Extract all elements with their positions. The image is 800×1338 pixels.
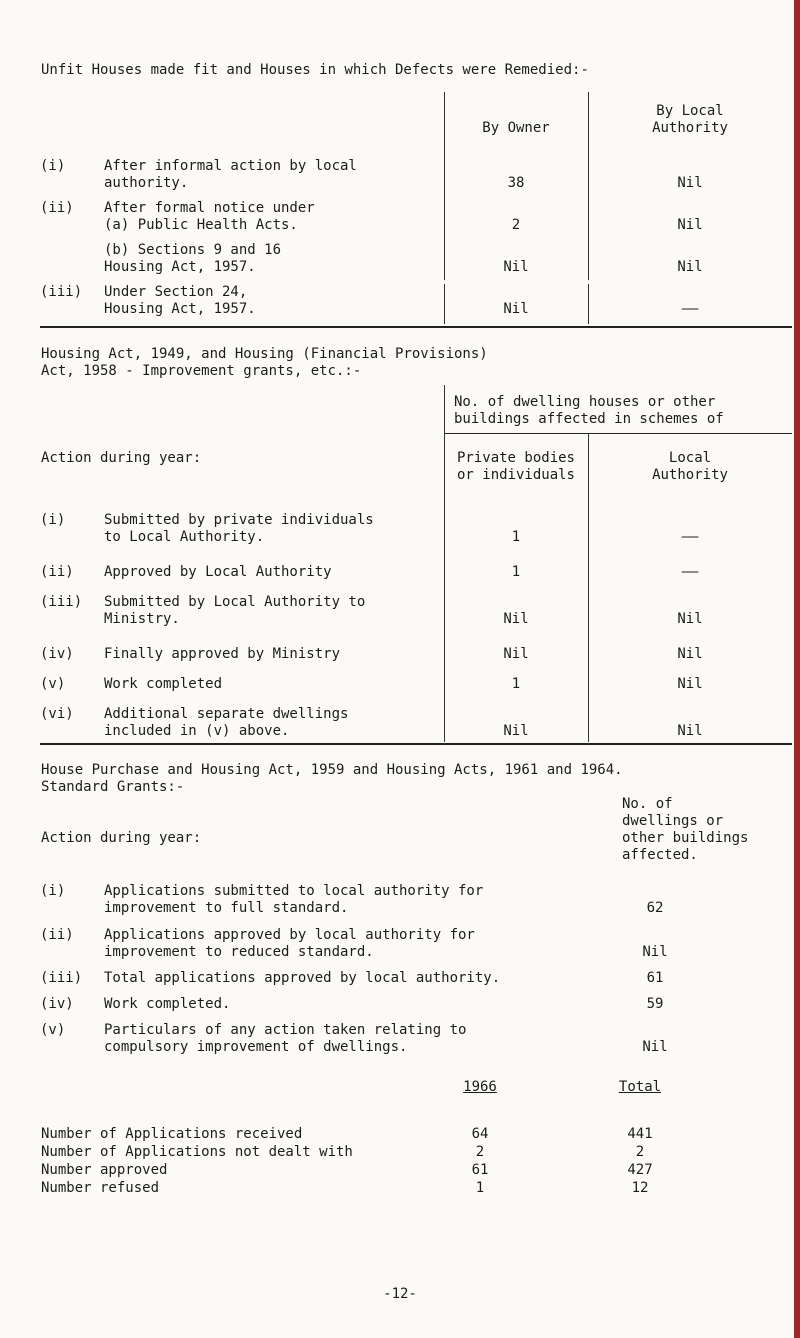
table3-col-header-3: other buildings — [622, 830, 749, 846]
row-label-line1: Additional separate dwellings — [104, 706, 349, 722]
row-number: (iii) — [40, 284, 83, 300]
page-number: -12- — [383, 1286, 417, 1302]
table2-bottom-rule — [40, 743, 792, 745]
table2-heading-line2: Act, 1958 - Improvement grants, etc.:- — [41, 363, 362, 379]
table1-divider-right-lower — [588, 284, 589, 324]
table3-col-header-4: affected. — [622, 847, 698, 863]
col-header-by-owner: By Owner — [482, 120, 550, 136]
cell-value: 62 — [646, 900, 664, 916]
row-label-line1: After formal notice under — [104, 200, 315, 216]
cell-value: Nil — [642, 944, 668, 960]
row-label-line2: Housing Act, 1957. — [104, 259, 256, 275]
table2-divider-right — [588, 434, 589, 742]
col-header-private-2: or individuals — [456, 467, 575, 483]
row-number: (iv) — [40, 996, 74, 1012]
cell-total: 12 — [631, 1180, 649, 1196]
cell-year: 2 — [475, 1144, 485, 1160]
table4-row-label: Number of Applications not dealt with — [41, 1144, 353, 1160]
row-label-line1: Total applications approved by local authority. — [104, 970, 501, 986]
cell-value: 59 — [646, 996, 664, 1012]
cell-year: 64 — [471, 1126, 489, 1142]
row-number: (v) — [40, 676, 66, 692]
row-label-line2: authority. — [104, 175, 189, 191]
cell-local-authority: Nil — [677, 723, 703, 739]
col-header-local-authority-1: By Local — [656, 103, 724, 119]
cell-owner: 2 — [511, 217, 521, 233]
cell-total: 2 — [635, 1144, 645, 1160]
col-header-private-1: Private bodies — [456, 450, 575, 466]
cell-private: Nil — [503, 611, 529, 627]
col-header-local-authority-2: Authority — [652, 120, 728, 136]
row-label-line1: Work completed — [104, 676, 223, 692]
table4-col-header-total: Total — [618, 1079, 662, 1095]
row-label-line2: improvement to full standard. — [104, 900, 349, 916]
table2-group-rule — [444, 433, 792, 434]
cell-total: 441 — [627, 1126, 653, 1142]
cell-local-authority: Nil — [677, 676, 703, 692]
cell-year: 61 — [471, 1162, 489, 1178]
table3-col-header-2: dwellings or — [622, 813, 724, 829]
row-label-line2: Housing Act, 1957. — [104, 301, 256, 317]
col-header-la-2: Authority — [652, 467, 728, 483]
table2-heading-line1: Housing Act, 1949, and Housing (Financial Provisions) — [41, 346, 488, 362]
row-number: (iii) — [40, 594, 83, 610]
row-label-line1: Particulars of any action taken relating to — [104, 1022, 467, 1038]
cell-owner: Nil — [503, 301, 529, 317]
table3-col-header-1: No. of — [622, 796, 673, 812]
row-label-line1: Submitted by Local Authority to — [104, 594, 366, 610]
cell-value: Nil — [642, 1039, 668, 1055]
cell-year: 1 — [475, 1180, 485, 1196]
cell-local-authority: Nil — [677, 217, 703, 233]
table3-heading-line2: Standard Grants:- — [41, 779, 185, 795]
table4-col-header-1966: 1966 — [463, 1079, 497, 1095]
row-label-line1: Finally approved by Ministry — [104, 646, 341, 662]
cell-local-authority: Nil — [677, 611, 703, 627]
cell-private: Nil — [503, 646, 529, 662]
cell-local-authority: —— — [681, 564, 699, 580]
table4-row-label: Number refused — [41, 1180, 160, 1196]
row-label-line1: Submitted by private individuals — [104, 512, 374, 528]
row-label-line1: Applications approved by local authority for — [104, 927, 475, 943]
row-label-line2: Ministry. — [104, 611, 180, 627]
page-edge-border — [794, 0, 800, 1338]
table1-divider-left-lower — [444, 284, 445, 324]
row-number: (i) — [40, 883, 66, 899]
row-label-line1: Applications submitted to local authority for — [104, 883, 484, 899]
row-label-line1: (b) Sections 9 and 16 — [104, 242, 282, 258]
row-label-line1: Approved by Local Authority — [104, 564, 332, 580]
row-number: (ii) — [40, 564, 74, 580]
cell-total: 427 — [627, 1162, 653, 1178]
row-number: (i) — [40, 512, 66, 528]
row-number: (v) — [40, 1022, 66, 1038]
row-number: (iv) — [40, 646, 74, 662]
table2-action-label: Action during year: — [41, 450, 202, 466]
cell-private: 1 — [511, 529, 521, 545]
row-label-line2: to Local Authority. — [104, 529, 265, 545]
row-number: (iii) — [40, 970, 83, 986]
table1-bottom-rule — [40, 326, 792, 328]
table2-group-header-2: buildings affected in schemes of — [454, 411, 724, 427]
row-number: (ii) — [40, 927, 74, 943]
row-number: (i) — [40, 158, 66, 174]
table2-group-header-1: No. of dwelling houses or other — [454, 394, 716, 410]
section-title-unfit-houses: Unfit Houses made fit and Houses in which Defects were Remedied:- — [41, 62, 589, 78]
cell-private: Nil — [503, 723, 529, 739]
row-number: (ii) — [40, 200, 74, 216]
col-header-la-1: Local — [668, 450, 712, 466]
table4-row-label: Number approved — [41, 1162, 168, 1178]
table3-action-label: Action during year: — [41, 830, 202, 846]
cell-owner: Nil — [503, 259, 529, 275]
cell-local-authority: —— — [681, 301, 699, 317]
cell-local-authority: —— — [681, 529, 699, 545]
cell-local-authority: Nil — [677, 175, 703, 191]
row-label-line1: After informal action by local — [104, 158, 357, 174]
table3-heading-line1: House Purchase and Housing Act, 1959 and Housing Acts, 1961 and 1964. — [41, 762, 623, 778]
row-label-line2: included in (v) above. — [104, 723, 290, 739]
row-label-line1: Under Section 24, — [104, 284, 248, 300]
row-number: (vi) — [40, 706, 74, 722]
row-label-line2: compulsory improvement of dwellings. — [104, 1039, 408, 1055]
row-label-line1: Work completed. — [104, 996, 231, 1012]
cell-owner: 38 — [507, 175, 525, 191]
cell-local-authority: Nil — [677, 259, 703, 275]
cell-local-authority: Nil — [677, 646, 703, 662]
cell-value: 61 — [646, 970, 664, 986]
row-label-line2: (a) Public Health Acts. — [104, 217, 298, 233]
cell-private: 1 — [511, 564, 521, 580]
row-label-line2: improvement to reduced standard. — [104, 944, 374, 960]
table4-row-label: Number of Applications received — [41, 1126, 303, 1142]
cell-private: 1 — [511, 676, 521, 692]
